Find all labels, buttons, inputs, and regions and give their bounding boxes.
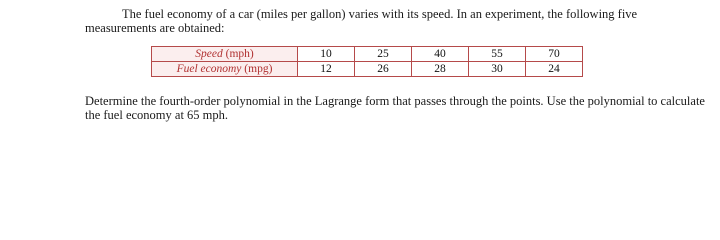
- table-cell: 70: [526, 47, 583, 62]
- table-row-speed: [152, 47, 583, 62]
- table-cell: 30: [469, 62, 526, 77]
- table-row-fuel-economy: [152, 62, 583, 77]
- table-cell: 28: [412, 62, 469, 77]
- problem-question: Determine the fourth-order polynomial in the Lagrange form that passes through the points. Use the polynomial to calculate the fuel economy at 65 mph.: [85, 94, 705, 122]
- row-label-speed: [152, 47, 298, 62]
- problem-intro: The fuel economy of a car (miles per gallon) varies with its speed. In an experiment, the following five measurements are obtained:: [85, 7, 638, 35]
- table-cell: 55: [469, 47, 526, 62]
- row-label-fuel-economy: [152, 62, 298, 77]
- table-cell: 25: [355, 47, 412, 62]
- table-cell: 40: [412, 47, 469, 62]
- table-cell: 24: [526, 62, 583, 77]
- row-label-fuel-economy-unit: (mpg): [241, 63, 273, 75]
- measurements-table: [151, 46, 583, 77]
- table-cell: 26: [355, 62, 412, 77]
- row-label-speed-unit: (mph): [222, 48, 254, 60]
- table-cell: 12: [298, 62, 355, 77]
- row-label-fuel-economy-name: Fuel economy: [176, 63, 242, 75]
- row-label-speed-name: Speed: [195, 48, 223, 60]
- table-cell: 10: [298, 47, 355, 62]
